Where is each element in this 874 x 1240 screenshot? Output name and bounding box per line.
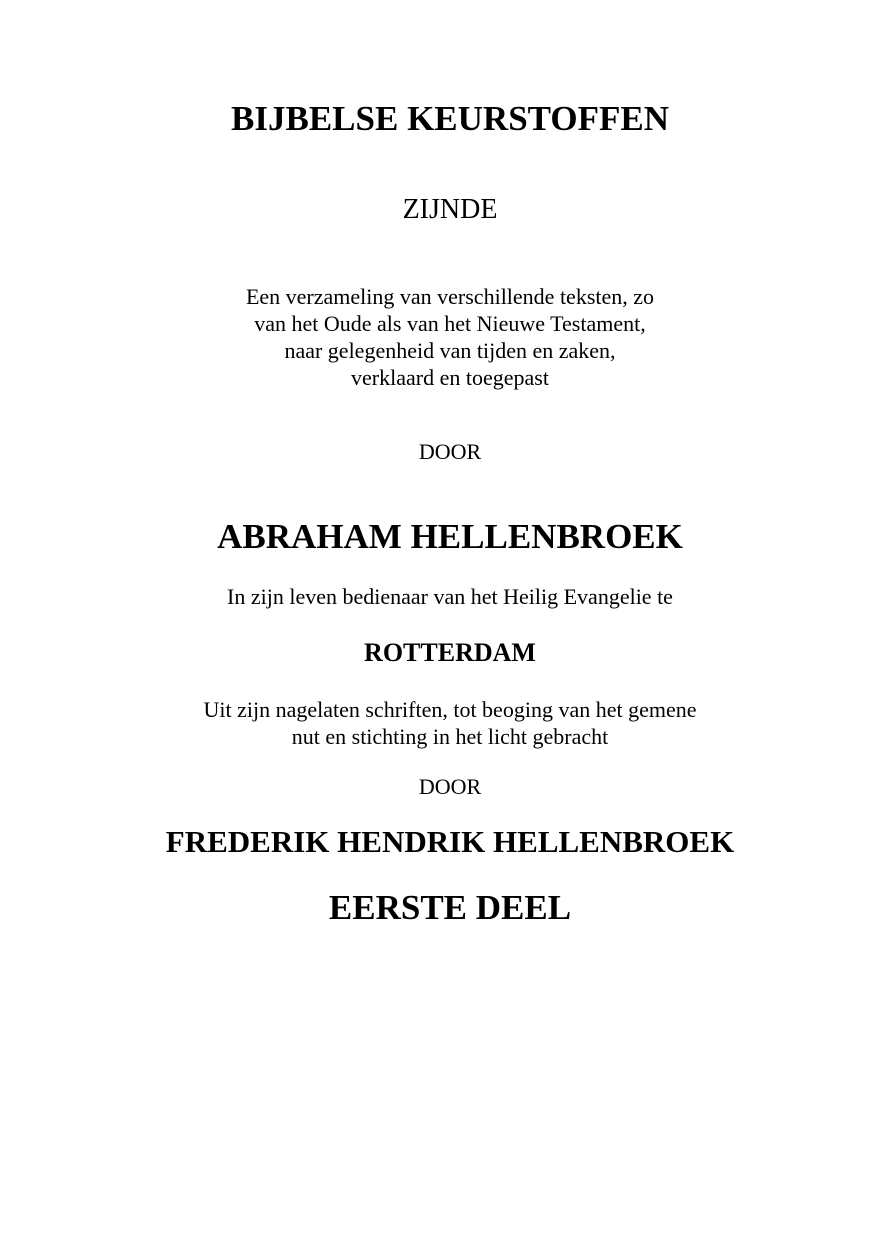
editor-name: FREDERIK HENDRIK HELLENBROEK [165,824,735,859]
publication-line: Uit zijn nagelaten schriften, tot beoging van het gemene [203,697,697,722]
description-block [0,283,874,391]
description-line: Een verzameling van verschillende teksten, zo [245,284,655,309]
volume-label: EERSTE DEEL [328,888,572,927]
description-line: naar gelegenheid van tijden en zaken, [284,338,616,363]
book-title: BIJBELSE KEURSTOFFEN [231,99,669,138]
author-office: In zijn leven bedienaar van het Heilig Evangelie te [227,584,673,609]
publication-note [0,696,874,750]
by-label: DOOR [418,439,482,464]
subtitle-word: ZIJNDE [402,194,498,225]
publication-line: nut en stichting in het licht gebracht [291,724,609,749]
city-name: ROTTERDAM [364,638,536,667]
description-line: van het Oude als van het Nieuwe Testament, [254,311,646,336]
description-line: verklaard en toegepast [351,365,549,390]
by-label-editor: DOOR [418,774,482,799]
author-name: ABRAHAM HELLENBROEK [217,517,683,556]
